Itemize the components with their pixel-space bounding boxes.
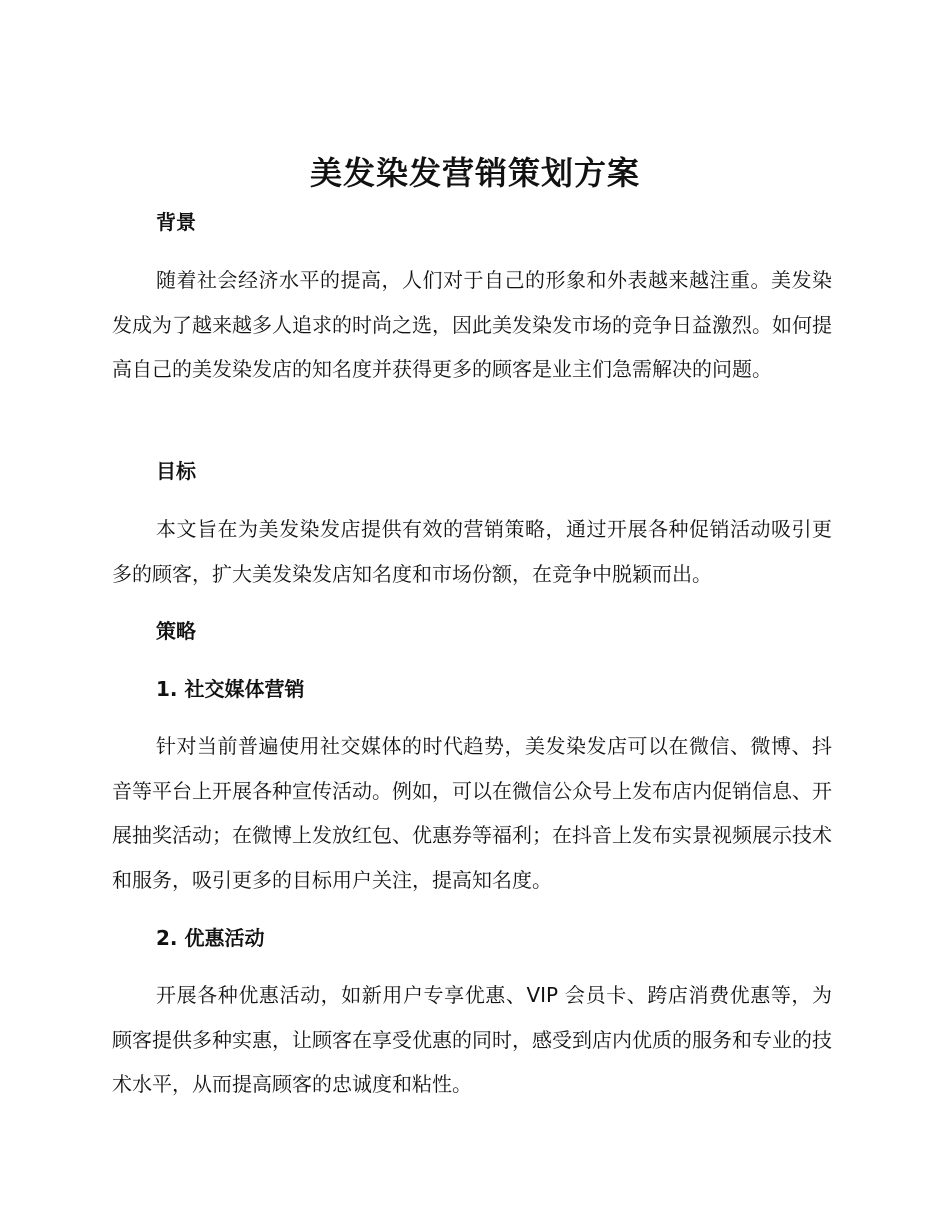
section-heading-goal: 目标 [156,459,196,483]
section-heading-strategy: 策略 [156,619,196,643]
section-heading-social-media: 1. 社交媒体营销 [156,677,305,701]
section-paragraph-background: 随着社会经济水平的提高，人们对于自己的形象和外表越来越注重。美发染发成为了越来越多人追求的时尚之选，因此美发染发市场的竞争日益激烈。如何提高自己的美发染发店的知名度并获得更多的顾客是业主们急需解决的问题。 [112,268,832,381]
section-paragraph-social-media: 针对当前普遍使用社交媒体的时代趋势，美发染发店可以在微信、微博、抖音等平台上开展各种宣传活动。例如，可以在微信公众号上发布店内促销信息、开展抽奖活动；在微博上发放红包、优惠券等福利；在抖音上发布实景视频展示技术和服务，吸引更多的目标用户关注，提高知名度。 [112,734,832,892]
section-heading-promotions: 2. 优惠活动 [156,926,265,950]
document-title: 美发染发营销策划方案 [309,154,640,192]
section-heading-background: 背景 [156,210,196,234]
section-paragraph-goal: 本文旨在为美发染发店提供有效的营销策略，通过开展各种促销活动吸引更多的顾客，扩大美发染发店知名度和市场份额，在竞争中脱颖而出。 [112,517,832,586]
section-paragraph-promotions: 开展各种优惠活动，如新用户专享优惠、VIP 会员卡、跨店消费优惠等，为顾客提供多种实惠，让顾客在享受优惠的同时，感受到店内优质的服务和专业的技术水平，从而提高顾客的忠诚度和粘性。 [112,983,832,1096]
